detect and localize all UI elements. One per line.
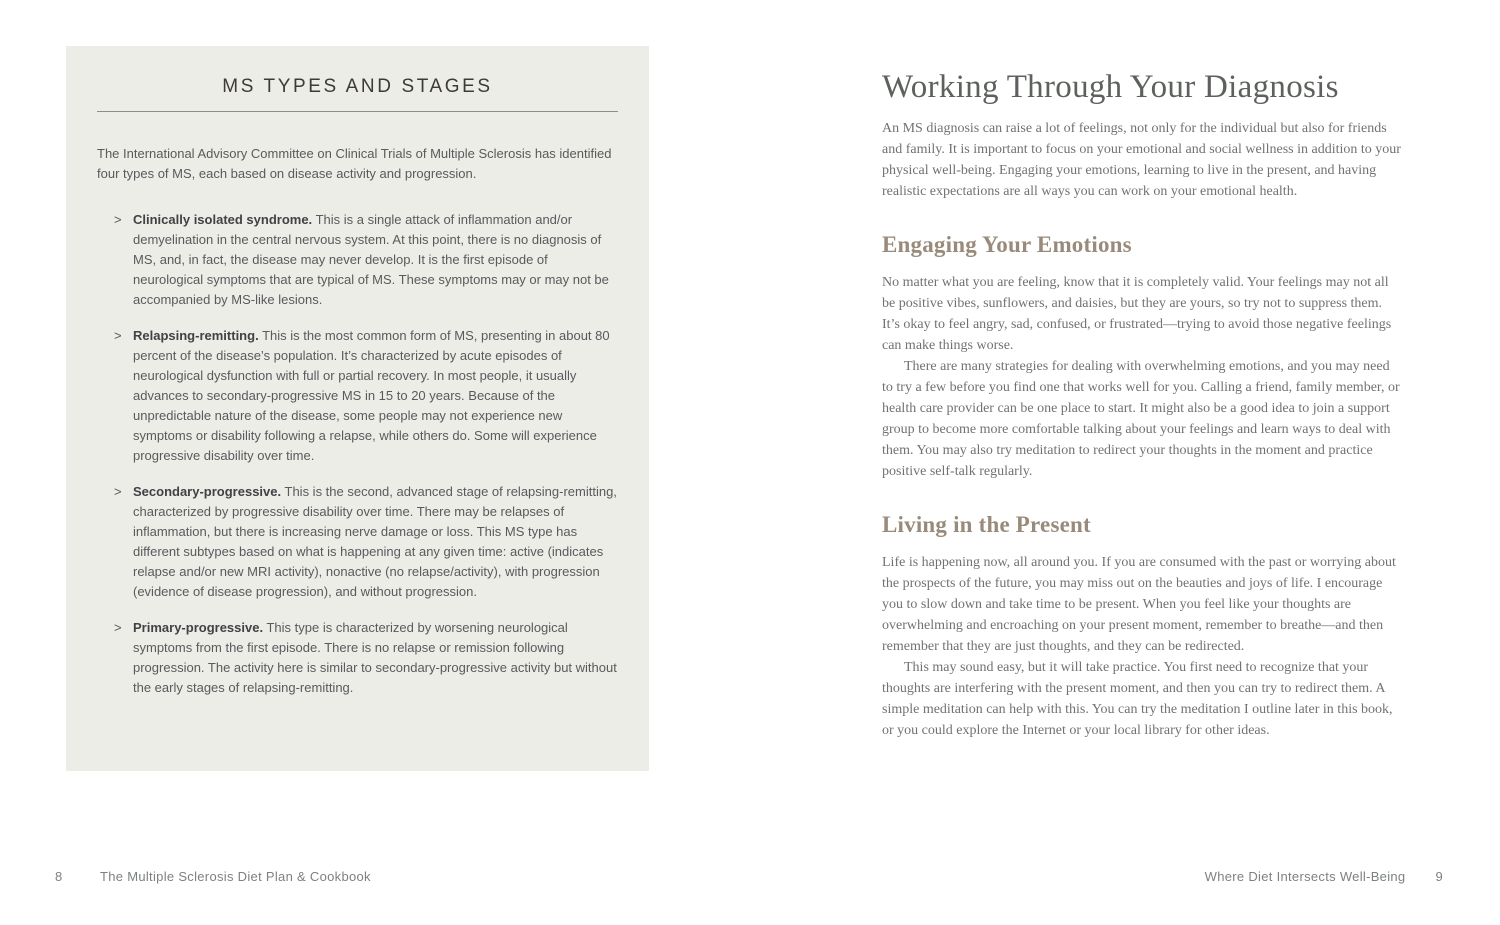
body-paragraph: There are many strategies for dealing with overwhelming emotions, and you may need to try a few before you find one that works well for you. Calling a friend, family member, or health care provider can be one place to start. It might also be a good idea to join a support group to become more comfortable talking about your feelings and learn ways to deal with them. You may also try meditation to redirect your thoughts in the moment and practice positive self-talk regularly.: [882, 359, 1400, 479]
ms-type-desc: This is a single attack of inflammation and/or demyelination in the central nervous system. At this point, there is no diagnosis of MS, and, in fact, the disease may never develop. It is the first episode of neurological symptoms that are typical of MS. These symptoms may or may not be accompanied by MS-like lesions.: [133, 212, 609, 307]
box-title-rule: [97, 111, 618, 112]
ms-type-item: [97, 618, 618, 698]
ms-type-name: Secondary-progressive.: [133, 484, 282, 499]
ms-type-name: Clinically isolated syndrome.: [133, 212, 313, 227]
ms-types-list: [97, 210, 618, 698]
right-page-number: 9: [1435, 869, 1443, 884]
box-intro: The International Advisory Committee on Clinical Trials of Multiple Sclerosis has identified four types of MS, each based on disease activity and progression.: [97, 146, 612, 181]
right-page-column: [882, 68, 1402, 741]
ms-types-box: [66, 46, 649, 771]
ms-type-item: [97, 326, 618, 466]
body-paragraph: Life is happening now, all around you. If you are consumed with the past or worrying about the prospects of the future, you may miss out on the beauties and joys of life. I encourage you to slow down and take time to be present. When you feel like your thoughts are overwhelming and encroaching on your present moment, remember to breathe—and then remember that they are just thoughts, and they can be redirected.: [882, 555, 1396, 654]
ms-type-desc: This is the most common form of MS, presenting in about 80 percent of the disease’s population. It’s characterized by acute episodes of neurological dysfunction with full or partial recovery. In most people, it usually advances to secondary-progressive MS in 15 to 20 years. Because of the unpredictable nature of the disease, some people may not experience new symptoms or disability following a relapse, while others do. Some will experience progressive disability over time.: [133, 328, 610, 463]
ms-type-name: Primary-progressive.: [133, 620, 264, 635]
section-heading-living: Living in the Present: [882, 512, 1091, 537]
intro-paragraph: An MS diagnosis can raise a lot of feelings, not only for the individual but also for friends and family. It is important to focus on your emotional and social wellness in addition to your physical well-being. Engaging your emotions, learning to live in the present, and having realistic expectations are all ways you can work on your emotional health.: [882, 121, 1401, 199]
body-paragraph: No matter what you are feeling, know that it is completely valid. Your feelings may not all be positive vibes, sunflowers, and daisies, but they are yours, so try not to suppress them. It’s okay to feel angry, sad, confused, or frustrated—trying to avoid those negative feelings can make things worse.: [882, 275, 1392, 353]
section-heading-engaging: Engaging Your Emotions: [882, 232, 1132, 257]
ms-type-desc: This type is characterized by worsening neurological symptoms from the first episode. There is no relapse or remission following progression. The activity here is similar to secondary-progressive activity but without the early stages of relapsing-remitting.: [133, 620, 617, 695]
book-title: The Multiple Sclerosis Diet Plan & Cookbook: [100, 869, 371, 884]
box-title: MS TYPES AND STAGES: [222, 76, 493, 97]
ms-type-item: [97, 210, 618, 310]
bullet-marker: >: [114, 620, 122, 635]
chapter-title: Where Diet Intersects Well-Being: [1204, 869, 1406, 884]
bullet-marker: >: [114, 328, 122, 343]
ms-type-name: Relapsing-remitting.: [133, 328, 259, 343]
bullet-marker: >: [114, 484, 122, 499]
body-paragraph: This may sound easy, but it will take practice. You first need to recognize that your thoughts are interfering with the present moment, and then you can try to redirect them. A simple meditation can help with this. You can try the meditation I outline later in this book, or you could explore the Internet or your local library for other ideas.: [882, 660, 1393, 738]
right-footer: [1205, 869, 1443, 884]
ms-type-item: [97, 482, 618, 602]
ms-type-desc: This is the second, advanced stage of relapsing-remitting, characterized by progressive disability over time. There may be relapses of inflammation, but there is increasing nerve damage or loss. This MS type has different subtypes based on what is happening at any given time: active (indicates relapse and/or new MRI activity), nonactive (no relapse/activity), with progression (evidence of disease progression), and without progression.: [133, 484, 617, 599]
chapter-section-title: Working Through Your Diagnosis: [882, 69, 1339, 105]
bullet-marker: >: [114, 212, 122, 227]
left-page-number: 8: [55, 869, 63, 884]
